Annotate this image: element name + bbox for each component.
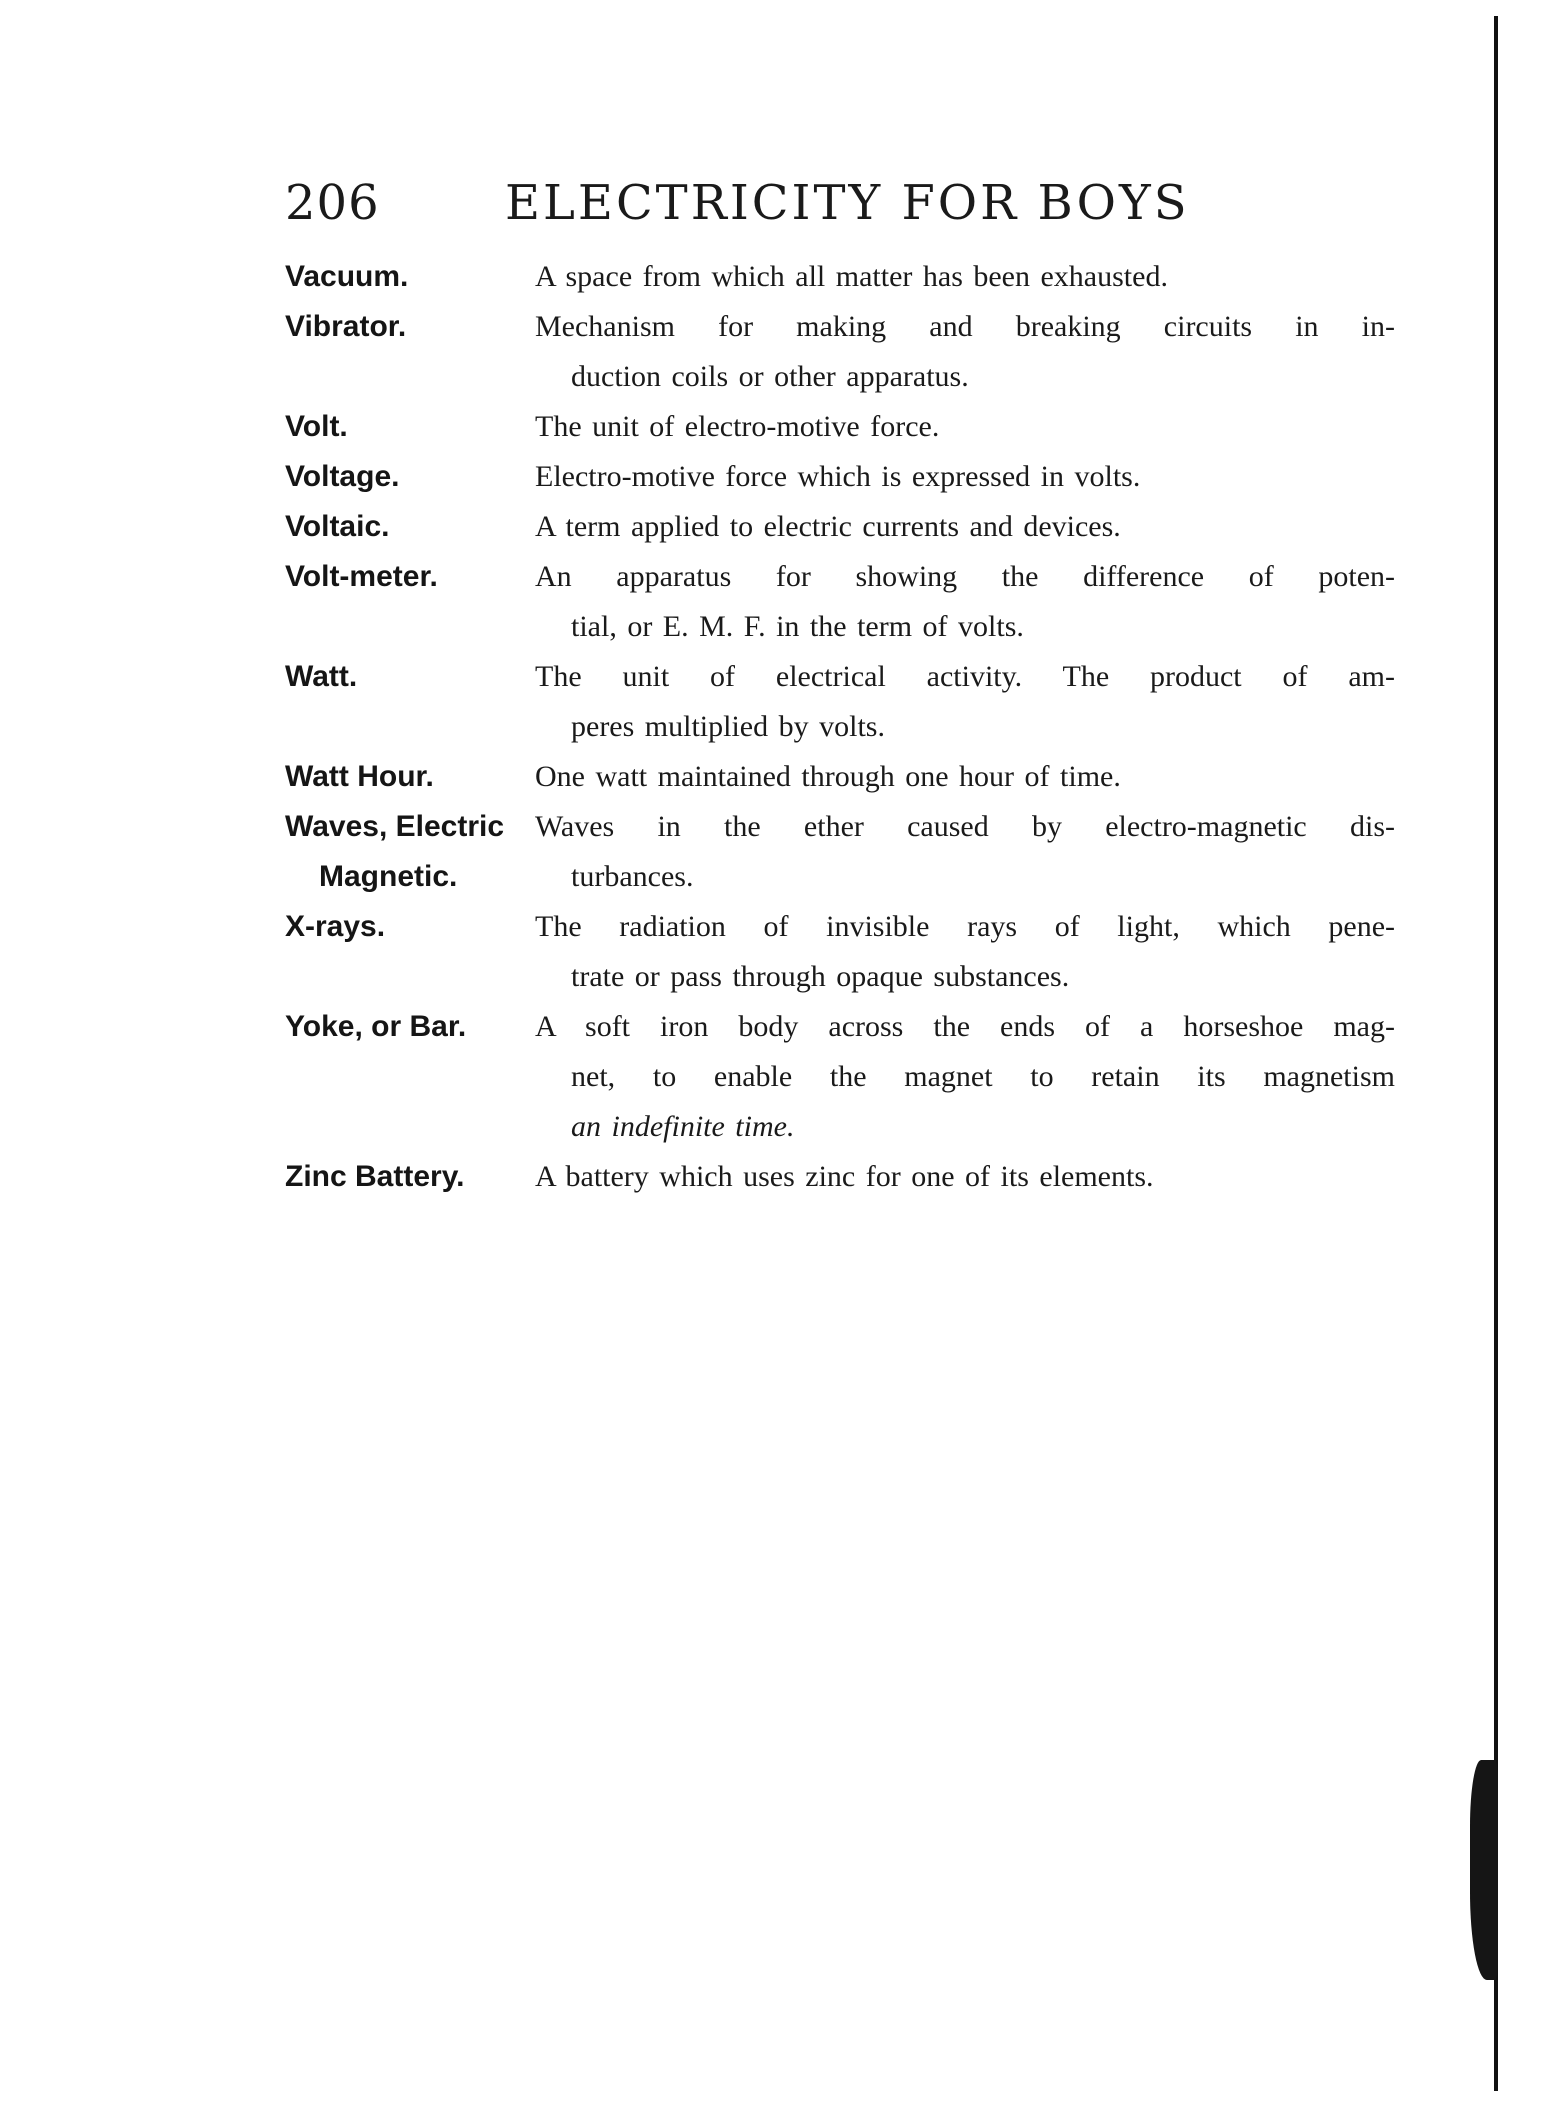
term-line: Vibrator. [285,310,407,343]
glossary-entry [285,752,1395,802]
glossary-entry [285,402,1395,452]
term-line: Voltage. [285,460,400,493]
glossary-definition [535,1002,1395,1152]
definition-line: Mechanism for making and breaking circuits in in- [535,310,1395,343]
glossary-term [285,802,535,902]
glossary-definition [535,752,1395,802]
glossary-definition [535,902,1395,1002]
definition-line: turbances. [571,860,694,893]
glossary-entry [285,502,1395,552]
term-line: Waves, Electric [285,810,505,843]
glossary-entry [285,452,1395,502]
glossary-term [285,252,535,302]
term-line: X-rays. [285,910,386,943]
page-header [285,168,1385,238]
page-number: 206 [285,175,380,231]
definition-line: net, to enable the magnet to retain its magnetism [571,1060,1395,1093]
glossary-definition [535,302,1395,402]
glossary-entry [285,252,1395,302]
glossary-definition [535,802,1395,902]
term-line: Watt. [285,660,358,693]
glossary-term [285,402,535,452]
glossary-term [285,752,535,802]
glossary-definition [535,502,1395,552]
term-line: Voltaic. [285,510,390,543]
definition-line: The unit of electro-motive force. [535,410,940,443]
definition-line: A term applied to electric currents and devices. [535,510,1121,543]
glossary-definition [535,252,1395,302]
glossary-term [285,502,535,552]
glossary-entry [285,1152,1395,1202]
glossary-definition [535,1152,1395,1202]
term-line: Zinc Battery. [285,1160,465,1193]
glossary-definition [535,552,1395,652]
glossary-term [285,902,535,952]
glossary-term [285,302,535,352]
glossary-term [285,552,535,602]
definition-line: trate or pass through opaque substances. [571,960,1070,993]
definition-line: Waves in the ether caused by electro-magnetic dis- [535,810,1395,843]
glossary-entry [285,902,1395,1002]
term-line: Magnetic. [319,860,458,893]
glossary-entry [285,302,1395,402]
glossary-definition [535,452,1395,502]
glossary-entry [285,552,1395,652]
glossary-term [285,1152,535,1202]
definition-line: A battery which uses zinc for one of its elements. [535,1160,1154,1193]
definition-line: One watt maintained through one hour of time. [535,760,1121,793]
definition-line: tial, or E. M. F. in the term of volts. [571,610,1024,643]
glossary-entry [285,802,1395,902]
term-line: Volt. [285,410,348,443]
glossary-entry [285,652,1395,752]
term-line: Yoke, or Bar. [285,1010,467,1043]
definition-line: A space from which all matter has been exhausted. [535,260,1168,293]
term-line: Watt Hour. [285,760,434,793]
term-line: Vacuum. [285,260,409,293]
glossary-term [285,1002,535,1052]
definition-line: an indefinite time. [571,1110,795,1143]
glossary-definition [535,652,1395,752]
glossary-term [285,452,535,502]
definition-line: Electro-motive force which is expressed in volts. [535,460,1141,493]
definition-line: The radiation of invisible rays of light, which pene- [535,910,1395,943]
definition-line: A soft iron body across the ends of a horseshoe mag- [535,1010,1395,1043]
definition-line: An apparatus for showing the difference of poten- [535,560,1395,593]
glossary-definition [535,402,1395,452]
definition-line: duction coils or other apparatus. [571,360,969,393]
glossary-term [285,652,535,702]
running-title: ELECTRICITY FOR BOYS [505,175,1190,231]
glossary-list [285,252,1395,1202]
binding-shadow [1470,1760,1498,1980]
definition-line: The unit of electrical activity. The product of am- [535,660,1395,693]
definition-line: peres multiplied by volts. [571,710,885,743]
glossary-entry [285,1002,1395,1152]
term-line: Volt-meter. [285,560,438,593]
